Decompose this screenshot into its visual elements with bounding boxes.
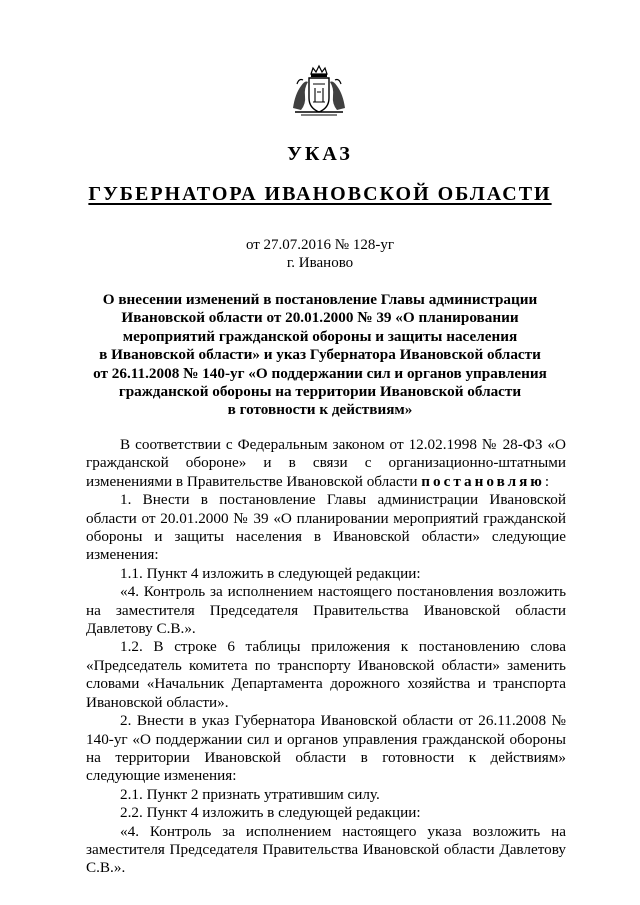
heading-line: О внесении изменений в постановление Главы администрации bbox=[102, 291, 538, 308]
document-date-number: от 27.07.2016 № 128-уг bbox=[245, 237, 395, 253]
heading-line: Ивановской области от 20.01.2000 № 39 «О планировании bbox=[121, 309, 519, 327]
heading-line: в готовности к действиям» bbox=[227, 401, 413, 419]
heading-line: от 26.11.2008 № 140-уг «О поддержании сил и органов управления bbox=[93, 364, 547, 382]
clause-1-2: 1.2. В строке 6 таблицы приложения к постановлению слова «Председатель комитета по транспорту Ивановской области» заменить словами «Начальник Департамента дорожного хозяйства и транспорта Ивановской области». bbox=[86, 638, 566, 711]
issuer-title: ГУБЕРНАТОРА ИВАНОВСКОЙ ОБЛАСТИ bbox=[88, 183, 552, 205]
document-body bbox=[86, 436, 566, 878]
clause-1: 1. Внести в постановление Главы администрации Ивановской области от 20.01.2000 № 39 «О планировании мероприятий гражданской обороны и защиты населения в Ивановской области» следующие изменения: bbox=[86, 491, 566, 564]
clause-1-1-text: «4. Контроль за исполнением настоящего постановления возложить на заместителя Председателя Правительства Ивановской области Давлетову С.В.». bbox=[86, 583, 566, 638]
decree-word: постановляю bbox=[421, 472, 545, 490]
heading-line: в Ивановской области» и указ Губернатора Ивановской области bbox=[99, 346, 541, 364]
preamble-text: В соответствии с Федеральным законом от 12.02.1998 № 28-ФЗ «О гражданской обороне» и в связи с организационно-штатными изменениями в Правительстве Ивановской области bbox=[86, 436, 566, 490]
heading-line: мероприятий гражданской обороны и защиты населения bbox=[122, 327, 518, 345]
document-city: г. Иваново bbox=[286, 255, 354, 271]
preamble-end: : bbox=[544, 472, 550, 490]
clause-2-1: 2.1. Пункт 2 признать утратившим силу. bbox=[120, 785, 380, 803]
clause-2-2: 2.2. Пункт 4 изложить в следующей редакции: bbox=[120, 804, 421, 822]
clause-2: 2. Внести в указ Губернатора Ивановской области от 26.11.2008 № 140-уг «О поддержании сил и органов управления гражданской обороны на территории Ивановской области в готовности к действиям» следующие изменения: bbox=[86, 712, 566, 785]
document-heading bbox=[90, 291, 550, 420]
clause-2-2-text: «4. Контроль за исполнением настоящего указа возложить на заместителя Председателя Правительства Ивановской области Давлетову С.В.». bbox=[86, 822, 566, 877]
preamble-paragraph bbox=[86, 436, 566, 491]
heading-line: гражданской обороны на территории Ивановской области bbox=[118, 383, 522, 401]
clause-1-1: 1.1. Пункт 4 изложить в следующей редакции: bbox=[120, 564, 421, 582]
document-title: УКАЗ bbox=[287, 143, 353, 165]
coat-of-arms-emblem bbox=[289, 64, 349, 118]
